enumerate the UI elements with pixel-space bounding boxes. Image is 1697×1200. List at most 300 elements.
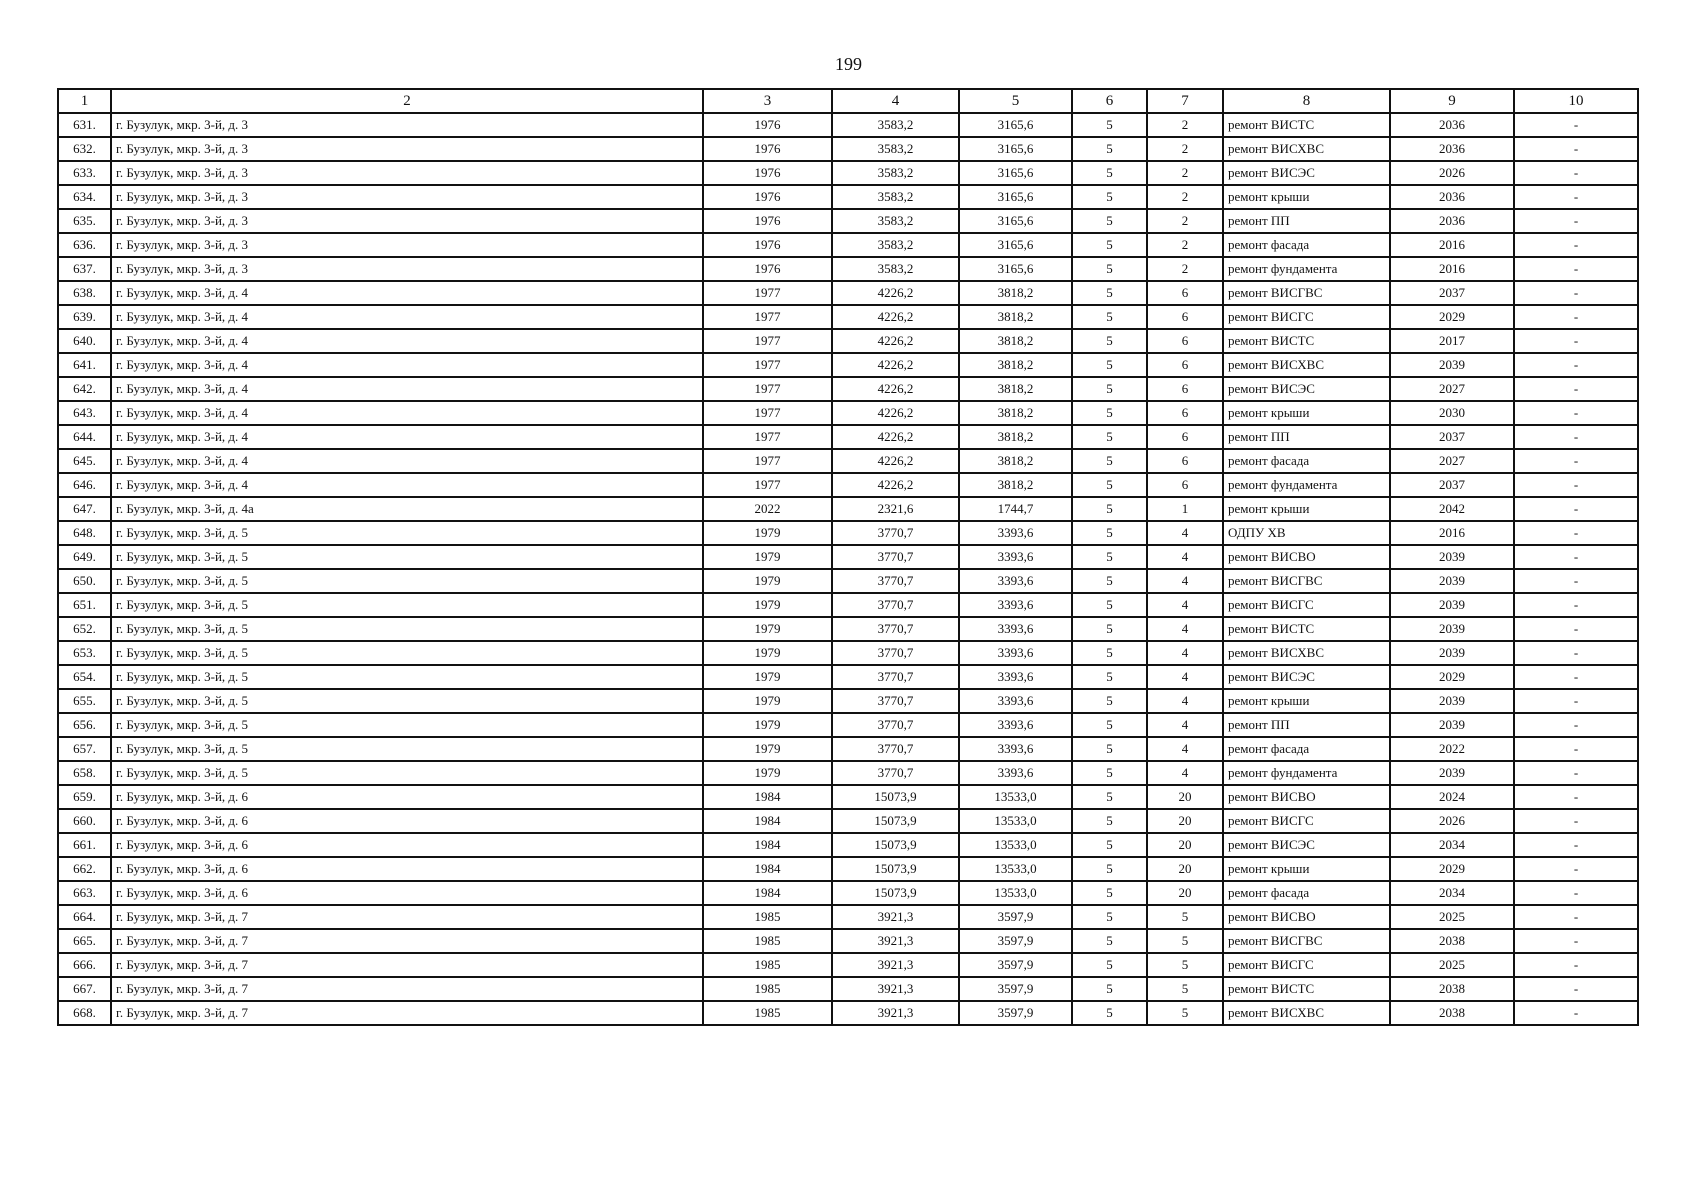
build-year-cell: 1976 (703, 233, 832, 257)
entrances-cell: 6 (1147, 281, 1223, 305)
address-cell: г. Бузулук, мкр. 3-й, д. 7 (111, 953, 703, 977)
col-note-header: 10 (1514, 89, 1638, 113)
row-number-cell: 660. (58, 809, 111, 833)
note-cell: - (1514, 737, 1638, 761)
address-cell: г. Бузулук, мкр. 3-й, д. 5 (111, 641, 703, 665)
entrances-cell: 6 (1147, 329, 1223, 353)
floors-cell: 5 (1072, 881, 1147, 905)
work-type-cell: ремонт ВИСВО (1223, 545, 1390, 569)
address-cell: г. Бузулук, мкр. 3-й, д. 7 (111, 905, 703, 929)
living-area-cell: 3165,6 (959, 161, 1072, 185)
planned-year-cell: 2025 (1390, 953, 1514, 977)
table-row (58, 329, 1638, 353)
table-row (58, 977, 1638, 1001)
build-year-cell: 1979 (703, 617, 832, 641)
total-area-cell: 3770,7 (832, 713, 959, 737)
total-area-cell: 3770,7 (832, 641, 959, 665)
table-row (58, 353, 1638, 377)
note-cell: - (1514, 161, 1638, 185)
work-type-cell: ОДПУ ХВ (1223, 521, 1390, 545)
row-number-cell: 662. (58, 857, 111, 881)
work-type-cell: ремонт ВИСГВС (1223, 929, 1390, 953)
work-type-cell: ремонт ВИСВО (1223, 785, 1390, 809)
work-type-cell: ремонт ПП (1223, 425, 1390, 449)
table-row (58, 137, 1638, 161)
note-cell: - (1514, 329, 1638, 353)
total-area-cell: 15073,9 (832, 881, 959, 905)
living-area-cell: 3393,6 (959, 665, 1072, 689)
note-cell: - (1514, 833, 1638, 857)
planned-year-cell: 2039 (1390, 617, 1514, 641)
note-cell: - (1514, 401, 1638, 425)
row-number-cell: 632. (58, 137, 111, 161)
entrances-cell: 4 (1147, 593, 1223, 617)
total-area-cell: 3583,2 (832, 209, 959, 233)
address-cell: г. Бузулук, мкр. 3-й, д. 5 (111, 737, 703, 761)
total-area-cell: 3583,2 (832, 161, 959, 185)
floors-cell: 5 (1072, 233, 1147, 257)
entrances-cell: 2 (1147, 209, 1223, 233)
entrances-cell: 4 (1147, 617, 1223, 641)
work-type-cell: ремонт ВИСХВС (1223, 353, 1390, 377)
work-type-cell: ремонт ВИСГВС (1223, 569, 1390, 593)
row-number-cell: 649. (58, 545, 111, 569)
note-cell: - (1514, 569, 1638, 593)
entrances-cell: 2 (1147, 233, 1223, 257)
row-number-cell: 641. (58, 353, 111, 377)
floors-cell: 5 (1072, 785, 1147, 809)
col-work-type-header: 8 (1223, 89, 1390, 113)
floors-cell: 5 (1072, 593, 1147, 617)
work-type-cell: ремонт ПП (1223, 713, 1390, 737)
living-area-cell: 13533,0 (959, 833, 1072, 857)
row-number-cell: 668. (58, 1001, 111, 1025)
floors-cell: 5 (1072, 521, 1147, 545)
work-type-cell: ремонт крыши (1223, 857, 1390, 881)
planned-year-cell: 2016 (1390, 233, 1514, 257)
work-type-cell: ремонт крыши (1223, 185, 1390, 209)
row-number-cell: 643. (58, 401, 111, 425)
living-area-cell: 3597,9 (959, 929, 1072, 953)
address-cell: г. Бузулук, мкр. 3-й, д. 4 (111, 425, 703, 449)
total-area-cell: 4226,2 (832, 329, 959, 353)
entrances-cell: 6 (1147, 377, 1223, 401)
note-cell: - (1514, 761, 1638, 785)
floors-cell: 5 (1072, 329, 1147, 353)
work-type-cell: ремонт ВИСГС (1223, 593, 1390, 617)
living-area-cell: 3597,9 (959, 977, 1072, 1001)
entrances-cell: 4 (1147, 665, 1223, 689)
floors-cell: 5 (1072, 257, 1147, 281)
floors-cell: 5 (1072, 929, 1147, 953)
build-year-cell: 1979 (703, 569, 832, 593)
row-number-cell: 654. (58, 665, 111, 689)
note-cell: - (1514, 137, 1638, 161)
total-area-cell: 3770,7 (832, 665, 959, 689)
row-number-cell: 665. (58, 929, 111, 953)
work-type-cell: ремонт фундамента (1223, 761, 1390, 785)
total-area-cell: 3921,3 (832, 977, 959, 1001)
note-cell: - (1514, 113, 1638, 137)
note-cell: - (1514, 353, 1638, 377)
floors-cell: 5 (1072, 953, 1147, 977)
living-area-cell: 3165,6 (959, 233, 1072, 257)
table-row (58, 809, 1638, 833)
build-year-cell: 1977 (703, 449, 832, 473)
build-year-cell: 1977 (703, 329, 832, 353)
entrances-cell: 4 (1147, 641, 1223, 665)
build-year-cell: 1984 (703, 833, 832, 857)
entrances-cell: 4 (1147, 545, 1223, 569)
build-year-cell: 1984 (703, 809, 832, 833)
address-cell: г. Бузулук, мкр. 3-й, д. 6 (111, 833, 703, 857)
living-area-cell: 3393,6 (959, 545, 1072, 569)
note-cell: - (1514, 497, 1638, 521)
note-cell: - (1514, 233, 1638, 257)
planned-year-cell: 2036 (1390, 185, 1514, 209)
table-row (58, 113, 1638, 137)
planned-year-cell: 2034 (1390, 833, 1514, 857)
planned-year-cell: 2039 (1390, 569, 1514, 593)
floors-cell: 5 (1072, 545, 1147, 569)
address-cell: г. Бузулук, мкр. 3-й, д. 5 (111, 521, 703, 545)
living-area-cell: 3393,6 (959, 521, 1072, 545)
build-year-cell: 1976 (703, 113, 832, 137)
build-year-cell: 1977 (703, 305, 832, 329)
entrances-cell: 5 (1147, 977, 1223, 1001)
entrances-cell: 20 (1147, 833, 1223, 857)
work-type-cell: ремонт крыши (1223, 689, 1390, 713)
total-area-cell: 3921,3 (832, 929, 959, 953)
entrances-cell: 5 (1147, 929, 1223, 953)
floors-cell: 5 (1072, 497, 1147, 521)
address-cell: г. Бузулук, мкр. 3-й, д. 5 (111, 761, 703, 785)
build-year-cell: 1977 (703, 353, 832, 377)
table-row (58, 305, 1638, 329)
planned-year-cell: 2025 (1390, 905, 1514, 929)
planned-year-cell: 2022 (1390, 737, 1514, 761)
total-area-cell: 3583,2 (832, 113, 959, 137)
total-area-cell: 4226,2 (832, 401, 959, 425)
total-area-cell: 3770,7 (832, 689, 959, 713)
total-area-cell: 3921,3 (832, 905, 959, 929)
entrances-cell: 5 (1147, 905, 1223, 929)
floors-cell: 5 (1072, 977, 1147, 1001)
build-year-cell: 1979 (703, 713, 832, 737)
note-cell: - (1514, 977, 1638, 1001)
floors-cell: 5 (1072, 377, 1147, 401)
address-cell: г. Бузулук, мкр. 3-й, д. 5 (111, 545, 703, 569)
table-row (58, 785, 1638, 809)
planned-year-cell: 2039 (1390, 641, 1514, 665)
table-row (58, 569, 1638, 593)
entrances-cell: 1 (1147, 497, 1223, 521)
total-area-cell: 4226,2 (832, 449, 959, 473)
table-row (58, 857, 1638, 881)
address-cell: г. Бузулук, мкр. 3-й, д. 5 (111, 569, 703, 593)
floors-cell: 5 (1072, 689, 1147, 713)
planned-year-cell: 2039 (1390, 593, 1514, 617)
address-cell: г. Бузулук, мкр. 3-й, д. 7 (111, 977, 703, 1001)
table-row (58, 905, 1638, 929)
entrances-cell: 2 (1147, 113, 1223, 137)
table-row (58, 593, 1638, 617)
address-cell: г. Бузулук, мкр. 3-й, д. 3 (111, 185, 703, 209)
table-row (58, 497, 1638, 521)
build-year-cell: 1979 (703, 593, 832, 617)
planned-year-cell: 2036 (1390, 209, 1514, 233)
work-type-cell: ремонт ВИСГС (1223, 305, 1390, 329)
floors-cell: 5 (1072, 209, 1147, 233)
note-cell: - (1514, 929, 1638, 953)
planned-year-cell: 2034 (1390, 881, 1514, 905)
entrances-cell: 20 (1147, 809, 1223, 833)
note-cell: - (1514, 377, 1638, 401)
total-area-cell: 3921,3 (832, 953, 959, 977)
table-row (58, 521, 1638, 545)
entrances-cell: 4 (1147, 737, 1223, 761)
build-year-cell: 1985 (703, 929, 832, 953)
table-row (58, 617, 1638, 641)
address-cell: г. Бузулук, мкр. 3-й, д. 5 (111, 593, 703, 617)
table-row (58, 209, 1638, 233)
table-row (58, 881, 1638, 905)
build-year-cell: 1985 (703, 1001, 832, 1025)
entrances-cell: 6 (1147, 425, 1223, 449)
note-cell: - (1514, 545, 1638, 569)
address-cell: г. Бузулук, мкр. 3-й, д. 4 (111, 281, 703, 305)
row-number-cell: 646. (58, 473, 111, 497)
note-cell: - (1514, 857, 1638, 881)
living-area-cell: 1744,7 (959, 497, 1072, 521)
table-row (58, 953, 1638, 977)
work-type-cell: ремонт ВИСВО (1223, 905, 1390, 929)
note-cell: - (1514, 953, 1638, 977)
note-cell: - (1514, 641, 1638, 665)
address-cell: г. Бузулук, мкр. 3-й, д. 7 (111, 929, 703, 953)
build-year-cell: 1976 (703, 137, 832, 161)
planned-year-cell: 2029 (1390, 305, 1514, 329)
floors-cell: 5 (1072, 641, 1147, 665)
entrances-cell: 2 (1147, 161, 1223, 185)
note-cell: - (1514, 185, 1638, 209)
col-address-header: 2 (111, 89, 703, 113)
entrances-cell: 20 (1147, 881, 1223, 905)
address-cell: г. Бузулук, мкр. 3-й, д. 5 (111, 617, 703, 641)
build-year-cell: 1979 (703, 521, 832, 545)
planned-year-cell: 2027 (1390, 377, 1514, 401)
total-area-cell: 3770,7 (832, 617, 959, 641)
table-row (58, 641, 1638, 665)
planned-year-cell: 2037 (1390, 281, 1514, 305)
entrances-cell: 4 (1147, 521, 1223, 545)
row-number-cell: 656. (58, 713, 111, 737)
row-number-cell: 653. (58, 641, 111, 665)
total-area-cell: 3921,3 (832, 1001, 959, 1025)
address-cell: г. Бузулук, мкр. 3-й, д. 4 (111, 377, 703, 401)
total-area-cell: 3770,7 (832, 761, 959, 785)
living-area-cell: 3393,6 (959, 713, 1072, 737)
planned-year-cell: 2026 (1390, 161, 1514, 185)
row-number-cell: 642. (58, 377, 111, 401)
row-number-cell: 631. (58, 113, 111, 137)
note-cell: - (1514, 281, 1638, 305)
work-type-cell: ремонт ВИСХВС (1223, 641, 1390, 665)
address-cell: г. Бузулук, мкр. 3-й, д. 3 (111, 113, 703, 137)
address-cell: г. Бузулук, мкр. 3-й, д. 4а (111, 497, 703, 521)
floors-cell: 5 (1072, 665, 1147, 689)
row-number-cell: 640. (58, 329, 111, 353)
build-year-cell: 1985 (703, 977, 832, 1001)
table-body (58, 113, 1638, 1025)
build-year-cell: 1977 (703, 401, 832, 425)
address-cell: г. Бузулук, мкр. 3-й, д. 4 (111, 449, 703, 473)
planned-year-cell: 2016 (1390, 257, 1514, 281)
col-planned-year-header: 9 (1390, 89, 1514, 113)
build-year-cell: 1976 (703, 161, 832, 185)
living-area-cell: 3165,6 (959, 113, 1072, 137)
build-year-cell: 1977 (703, 377, 832, 401)
note-cell: - (1514, 881, 1638, 905)
planned-year-cell: 2039 (1390, 689, 1514, 713)
address-cell: г. Бузулук, мкр. 3-й, д. 3 (111, 233, 703, 257)
row-number-cell: 633. (58, 161, 111, 185)
header-row (58, 89, 1638, 113)
living-area-cell: 3818,2 (959, 353, 1072, 377)
build-year-cell: 1979 (703, 665, 832, 689)
planned-year-cell: 2039 (1390, 761, 1514, 785)
planned-year-cell: 2042 (1390, 497, 1514, 521)
work-type-cell: ремонт фасада (1223, 233, 1390, 257)
living-area-cell: 13533,0 (959, 857, 1072, 881)
floors-cell: 5 (1072, 353, 1147, 377)
work-type-cell: ремонт ВИСТС (1223, 329, 1390, 353)
planned-year-cell: 2038 (1390, 929, 1514, 953)
planned-year-cell: 2039 (1390, 545, 1514, 569)
planned-year-cell: 2017 (1390, 329, 1514, 353)
build-year-cell: 1985 (703, 953, 832, 977)
note-cell: - (1514, 713, 1638, 737)
row-number-cell: 650. (58, 569, 111, 593)
table-row (58, 833, 1638, 857)
work-type-cell: ремонт ВИСТС (1223, 617, 1390, 641)
table-row (58, 401, 1638, 425)
work-type-cell: ремонт ВИСГС (1223, 953, 1390, 977)
living-area-cell: 3165,6 (959, 185, 1072, 209)
living-area-cell: 3818,2 (959, 425, 1072, 449)
floors-cell: 5 (1072, 1001, 1147, 1025)
total-area-cell: 3770,7 (832, 521, 959, 545)
floors-cell: 5 (1072, 425, 1147, 449)
note-cell: - (1514, 1001, 1638, 1025)
total-area-cell: 4226,2 (832, 425, 959, 449)
living-area-cell: 3597,9 (959, 905, 1072, 929)
living-area-cell: 3165,6 (959, 257, 1072, 281)
planned-year-cell: 2037 (1390, 473, 1514, 497)
entrances-cell: 6 (1147, 449, 1223, 473)
planned-year-cell: 2039 (1390, 353, 1514, 377)
row-number-cell: 664. (58, 905, 111, 929)
build-year-cell: 1976 (703, 185, 832, 209)
table-row (58, 425, 1638, 449)
build-year-cell: 1979 (703, 641, 832, 665)
build-year-cell: 1979 (703, 761, 832, 785)
address-cell: г. Бузулук, мкр. 3-й, д. 4 (111, 329, 703, 353)
note-cell: - (1514, 257, 1638, 281)
note-cell: - (1514, 785, 1638, 809)
table-row (58, 233, 1638, 257)
row-number-cell: 639. (58, 305, 111, 329)
living-area-cell: 13533,0 (959, 809, 1072, 833)
address-cell: г. Бузулук, мкр. 3-й, д. 6 (111, 809, 703, 833)
work-type-cell: ремонт крыши (1223, 401, 1390, 425)
note-cell: - (1514, 305, 1638, 329)
entrances-cell: 2 (1147, 257, 1223, 281)
build-year-cell: 1977 (703, 425, 832, 449)
work-type-cell: ремонт ВИСТС (1223, 977, 1390, 1001)
entrances-cell: 6 (1147, 305, 1223, 329)
planned-year-cell: 2026 (1390, 809, 1514, 833)
floors-cell: 5 (1072, 905, 1147, 929)
build-year-cell: 1977 (703, 281, 832, 305)
note-cell: - (1514, 809, 1638, 833)
living-area-cell: 3818,2 (959, 305, 1072, 329)
living-area-cell: 3597,9 (959, 1001, 1072, 1025)
note-cell: - (1514, 689, 1638, 713)
build-year-cell: 1985 (703, 905, 832, 929)
table-row (58, 1001, 1638, 1025)
build-year-cell: 1984 (703, 881, 832, 905)
work-type-cell: ремонт ВИСХВС (1223, 137, 1390, 161)
entrances-cell: 5 (1147, 1001, 1223, 1025)
note-cell: - (1514, 425, 1638, 449)
build-year-cell: 1984 (703, 857, 832, 881)
entrances-cell: 4 (1147, 689, 1223, 713)
entrances-cell: 4 (1147, 761, 1223, 785)
entrances-cell: 6 (1147, 401, 1223, 425)
address-cell: г. Бузулук, мкр. 3-й, д. 5 (111, 665, 703, 689)
note-cell: - (1514, 209, 1638, 233)
living-area-cell: 3165,6 (959, 209, 1072, 233)
address-cell: г. Бузулук, мкр. 3-й, д. 5 (111, 713, 703, 737)
col-num-header: 1 (58, 89, 111, 113)
col-year-header: 3 (703, 89, 832, 113)
table-row (58, 713, 1638, 737)
page-number: 199 (835, 54, 862, 74)
living-area-cell: 13533,0 (959, 785, 1072, 809)
row-number-cell: 645. (58, 449, 111, 473)
entrances-cell: 6 (1147, 473, 1223, 497)
table-row (58, 449, 1638, 473)
total-area-cell: 3770,7 (832, 545, 959, 569)
build-year-cell: 1979 (703, 737, 832, 761)
planned-year-cell: 2016 (1390, 521, 1514, 545)
planned-year-cell: 2038 (1390, 977, 1514, 1001)
col-area-total-header: 4 (832, 89, 959, 113)
address-cell: г. Бузулук, мкр. 3-й, д. 3 (111, 257, 703, 281)
total-area-cell: 3770,7 (832, 569, 959, 593)
living-area-cell: 3393,6 (959, 689, 1072, 713)
planned-year-cell: 2024 (1390, 785, 1514, 809)
living-area-cell: 3393,6 (959, 761, 1072, 785)
work-type-cell: ремонт ВИСГС (1223, 809, 1390, 833)
living-area-cell: 3818,2 (959, 473, 1072, 497)
row-number-cell: 637. (58, 257, 111, 281)
note-cell: - (1514, 665, 1638, 689)
living-area-cell: 3818,2 (959, 329, 1072, 353)
floors-cell: 5 (1072, 809, 1147, 833)
work-type-cell: ремонт ВИСХВС (1223, 1001, 1390, 1025)
